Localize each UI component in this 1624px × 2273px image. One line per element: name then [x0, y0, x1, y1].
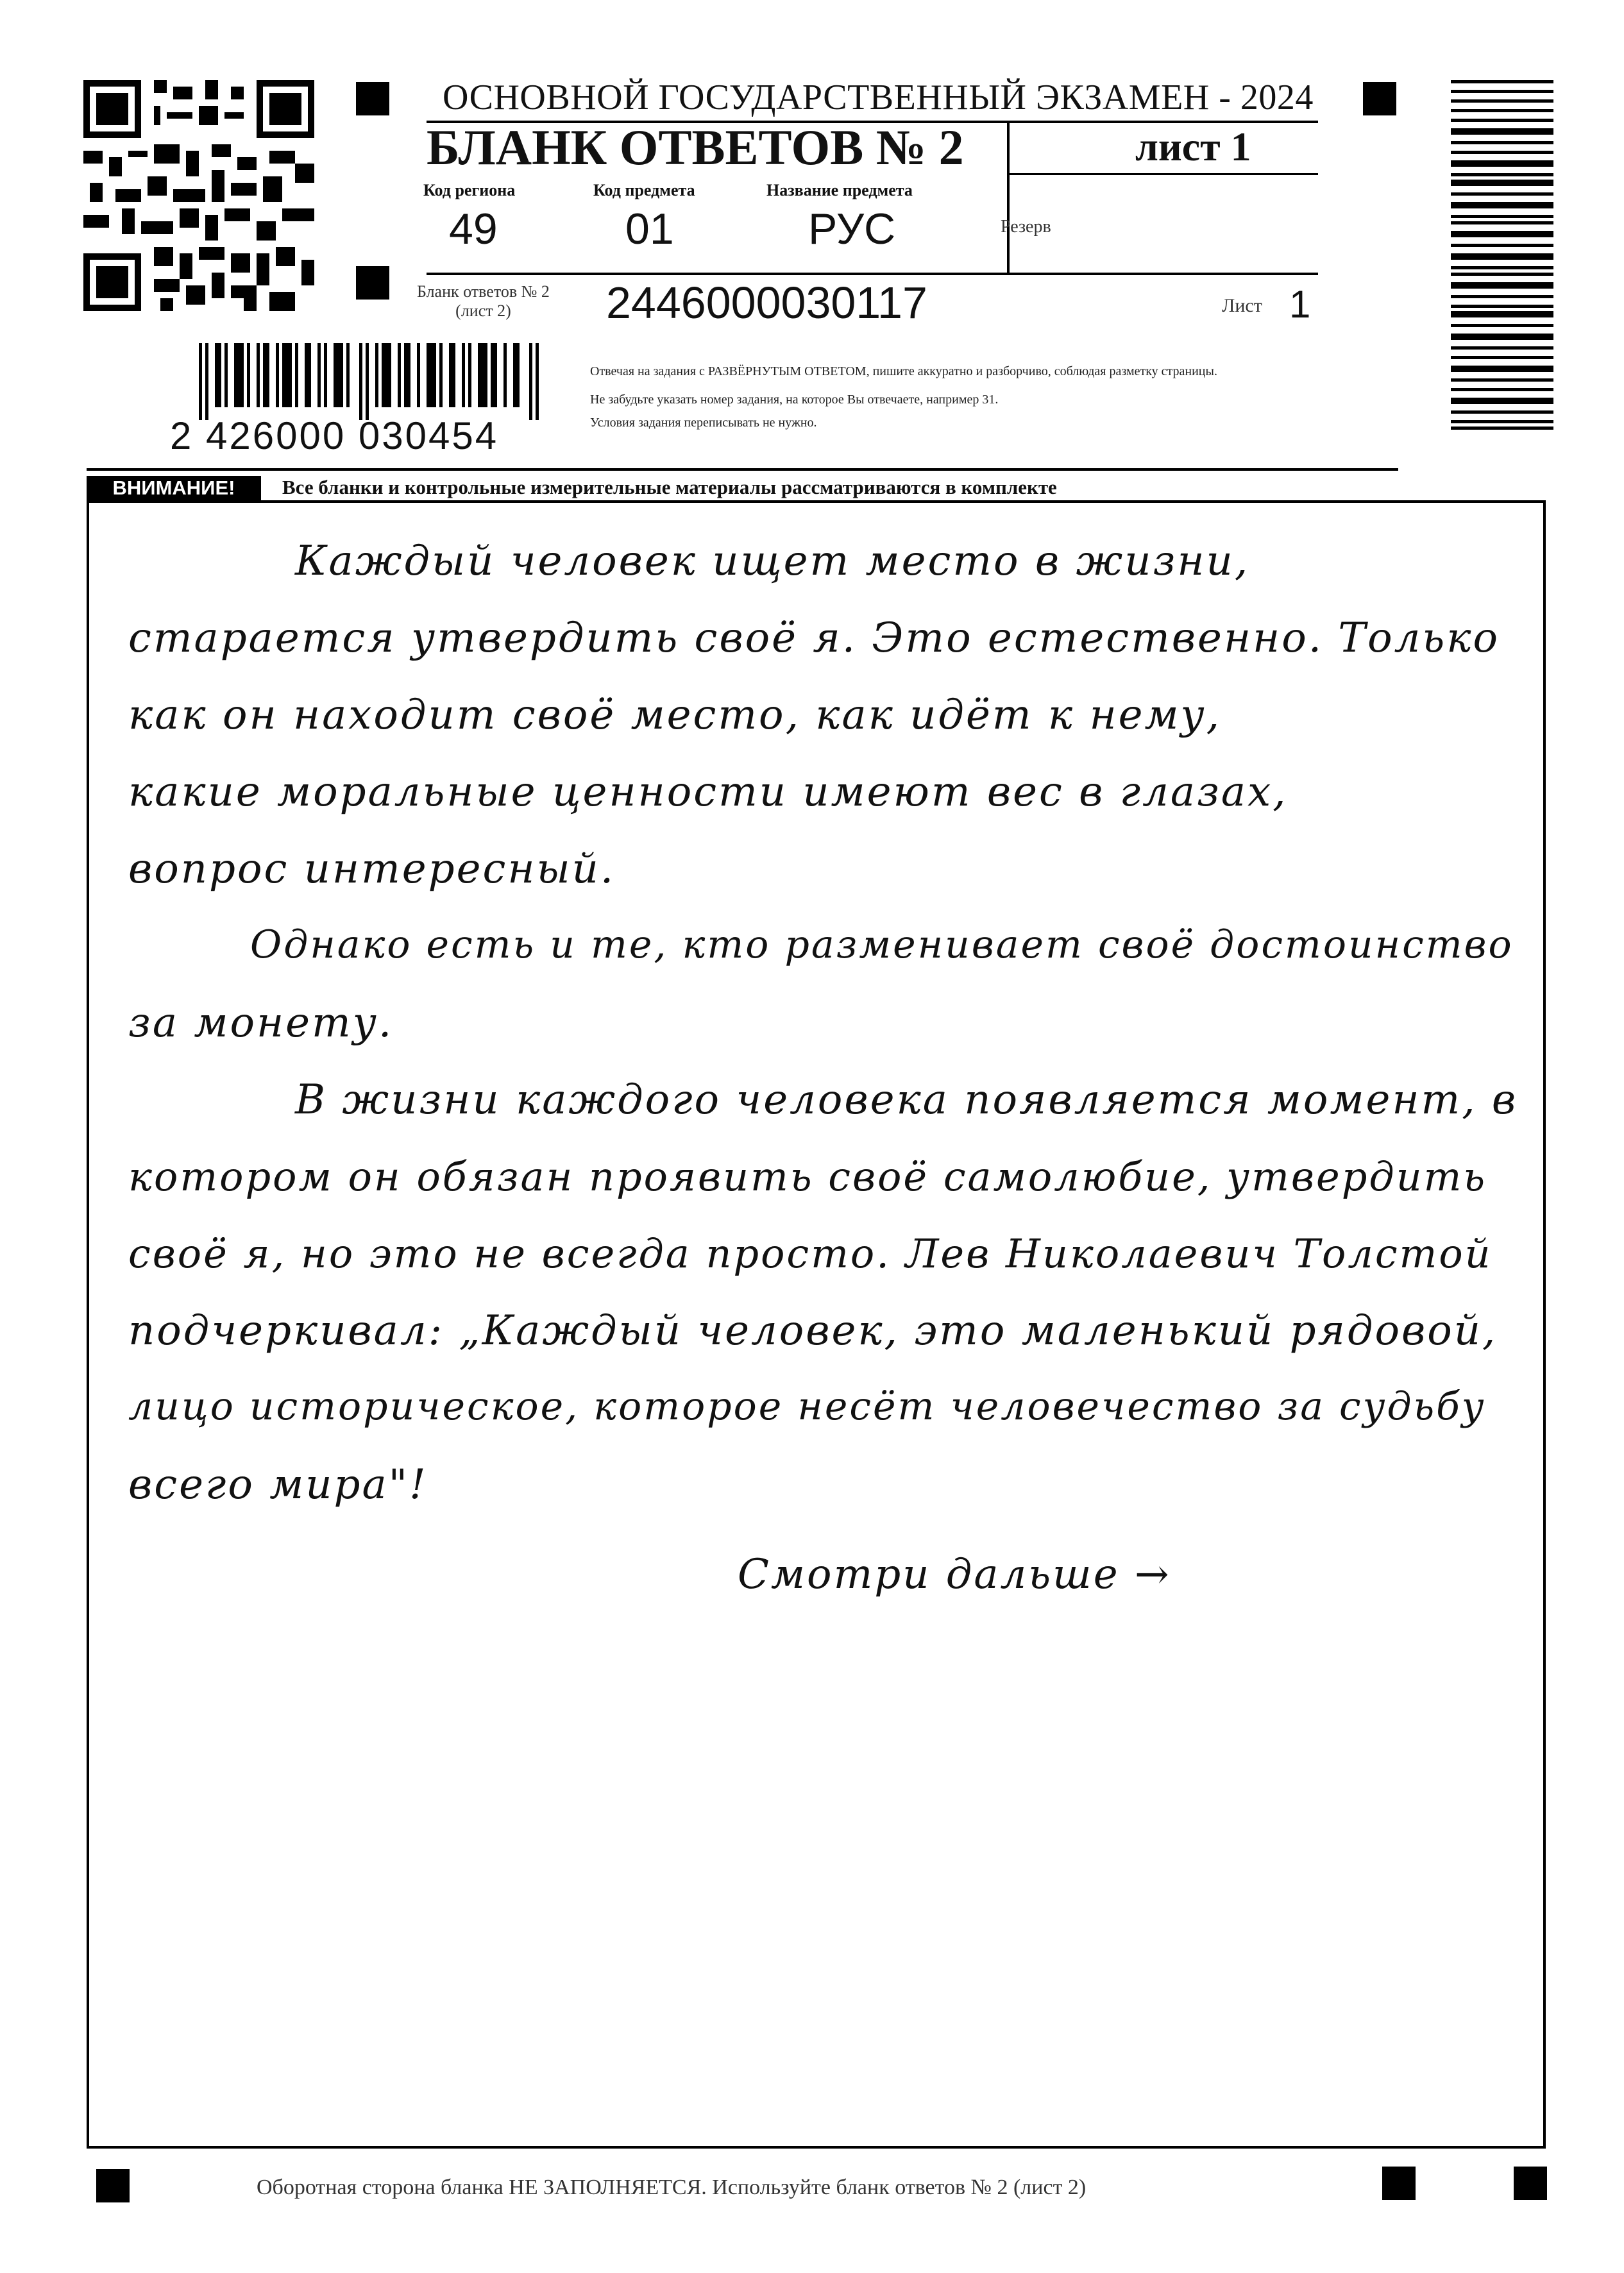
- divider: [1007, 122, 1010, 273]
- handwritten-line: подчеркивал: „Каждый человек, это маленький рядовой,: [128, 1307, 1498, 1355]
- warning-badge: ВНИМАНИЕ!: [87, 476, 261, 500]
- registration-marker: [356, 266, 389, 300]
- subject-code-label: Код предмета: [593, 181, 695, 199]
- handwritten-line: В жизни каждого человека появляется момент, в: [295, 1076, 1518, 1124]
- handwritten-line: старается утвердить своё я. Это естественно. Только: [128, 614, 1500, 662]
- instruction-line: Условия задания переписывать не нужно.: [590, 416, 817, 430]
- list-label: Лист: [1222, 295, 1262, 316]
- handwritten-line: Однако есть и те, кто разменивает своё достоинство: [250, 922, 1514, 967]
- registration-marker: [1382, 2167, 1416, 2200]
- linked-form-code: 2446000030117: [606, 278, 927, 328]
- handwritten-line: лицо историческое, которое несёт человечество за судьбу: [128, 1384, 1486, 1429]
- barcode: [199, 343, 539, 420]
- registration-marker: [96, 2169, 130, 2202]
- instruction-line: Отвечая на задания с РАЗВЁРНУТЫМ ОТВЕТОМ, пишите аккуратно и разборчиво, соблюдая разметку страницы.: [590, 364, 1217, 378]
- sheet-label: лист 1: [1135, 124, 1251, 169]
- linked-form-label: [417, 282, 550, 321]
- exam-title: ОСНОВНОЙ ГОСУДАРСТВЕННЫЙ ЭКЗАМЕН - 2024: [443, 78, 1314, 117]
- handwritten-line: как он находит своё место, как идёт к нему,: [128, 691, 1221, 739]
- handwritten-line: Смотри дальше →: [738, 1551, 1171, 1598]
- divider: [87, 468, 1398, 471]
- instruction-line: Не забудьте указать номер задания, на которое Вы отвечаете, например 31.: [590, 393, 999, 407]
- footer-note: Оборотная сторона бланка НЕ ЗАПОЛНЯЕТСЯ. Используйте бланк ответов № 2 (лист 2): [257, 2176, 1087, 2199]
- reserve-label: Резерв: [1001, 217, 1051, 237]
- divider: [1007, 173, 1318, 175]
- linked-form-label-line2: (лист 2): [455, 301, 511, 320]
- subject-name-label: Название предмета: [766, 181, 913, 199]
- handwritten-line: своё я, но это не всегда просто. Лев Николаевич Толстой: [128, 1230, 1493, 1277]
- subject-name: РУС: [808, 205, 896, 253]
- registration-marker: [1363, 82, 1396, 115]
- warning-text: Все бланки и контрольные измерительные материалы рассматриваются в комплекте: [282, 476, 1057, 498]
- registration-marker: [356, 82, 389, 115]
- form-title: БЛАНК ОТВЕТОВ № 2: [427, 119, 964, 175]
- linked-form-label-line1: Бланк ответов № 2: [417, 282, 550, 301]
- list-number: 1: [1289, 283, 1311, 326]
- subject-code: 01: [625, 205, 674, 253]
- handwritten-line: какие моральные ценности имеют вес в глазах,: [128, 768, 1288, 816]
- registration-marker: [1514, 2167, 1547, 2200]
- qr-code: [83, 80, 314, 311]
- region-code-label: Код региона: [423, 181, 516, 199]
- handwritten-line: за монету.: [128, 999, 394, 1047]
- barcode-digits: 2 426000 030454: [170, 414, 499, 457]
- vertical-barcode: [1451, 80, 1553, 430]
- divider: [427, 273, 1318, 275]
- handwritten-line: вопрос интересный.: [128, 845, 616, 893]
- handwritten-line: котором он обязан проявить своё самолюбие, утвердить: [128, 1153, 1487, 1200]
- region-code: 49: [449, 205, 498, 253]
- handwritten-line: Каждый человек ищет место в жизни,: [295, 537, 1250, 585]
- handwritten-line: всего мира"!: [128, 1461, 428, 1508]
